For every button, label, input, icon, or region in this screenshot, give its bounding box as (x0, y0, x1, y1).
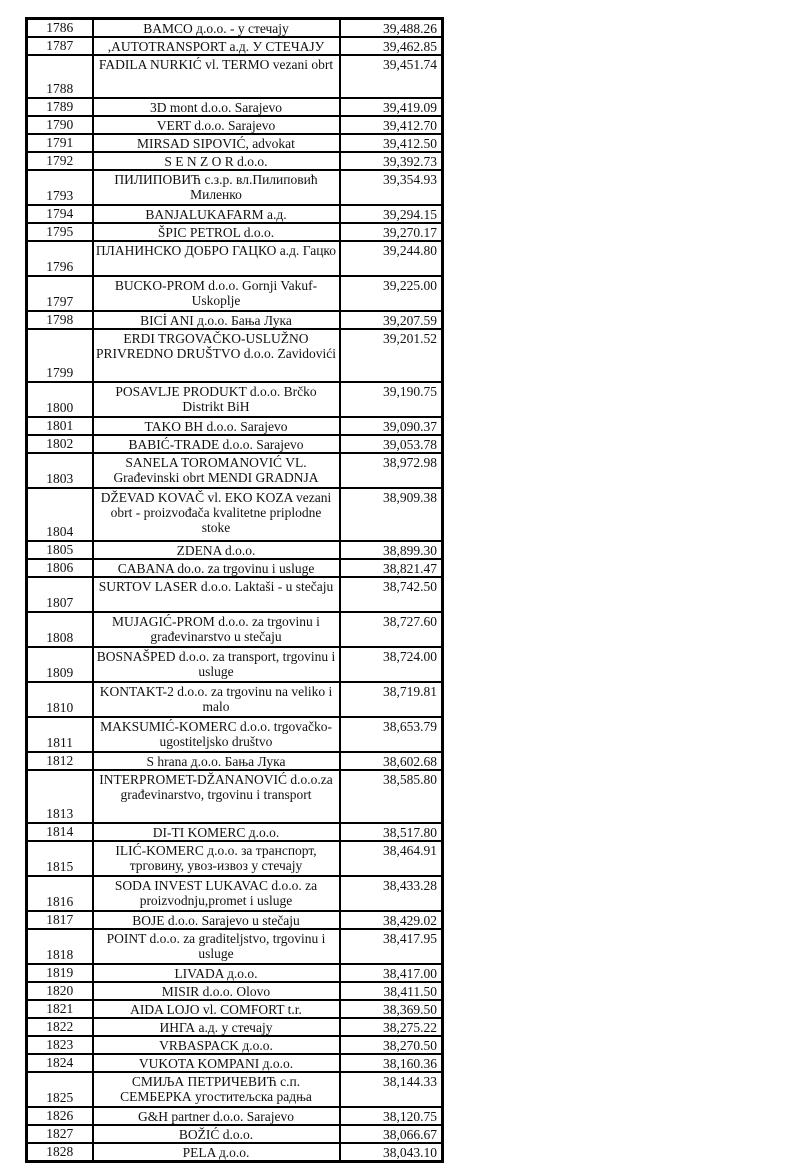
row-number-cell: 1820 (27, 982, 93, 1000)
amount-cell: 38,270.50 (340, 1036, 443, 1054)
table-row (27, 929, 443, 964)
row-number-cell: 1808 (27, 612, 93, 647)
amount-cell: 38,411.50 (340, 982, 443, 1000)
table-row (27, 1072, 443, 1107)
amount-cell: 38,602.68 (340, 752, 443, 770)
amount-cell: 39,294.15 (340, 205, 443, 223)
amount-cell: 38,742.50 (340, 577, 443, 612)
company-name-cell: ERDI TRGOVAČKO-USLUŽNO PRIVREDNO DRUŠTVO d.o.o. Zavidovići (93, 329, 340, 382)
table-row (27, 1107, 443, 1125)
company-name-cell: BOŽIĆ d.o.o. (93, 1125, 340, 1143)
company-name-cell: CABANA do.o. za trgovinu i usluge (93, 559, 340, 577)
row-number-cell: 1801 (27, 417, 93, 435)
row-number-cell: 1825 (27, 1072, 93, 1107)
company-name-cell: SODA INVEST LUKAVAC d.o.o. za proizvodnju,promet i usluge (93, 876, 340, 911)
amount-cell: 39,090.37 (340, 417, 443, 435)
company-name-cell: POINT d.o.o. za graditeljstvo, trgovinu i usluge (93, 929, 340, 964)
company-name-cell: VERT d.o.o. Sarajevo (93, 116, 340, 134)
amount-cell: 38,275.22 (340, 1018, 443, 1036)
row-number-cell: 1796 (27, 241, 93, 276)
amount-cell: 38,909.38 (340, 488, 443, 541)
company-name-cell: ,AUTOTRANSPORT а.д. У СТЕЧАЈУ (93, 37, 340, 55)
company-name-cell: MISIR d.o.o. Olovo (93, 982, 340, 1000)
company-name-cell: BOJE d.o.o. Sarajevo u stečaju (93, 911, 340, 929)
company-name-cell: ИНГА а.д. у стечају (93, 1018, 340, 1036)
row-number-cell: 1815 (27, 841, 93, 876)
table-row (27, 1054, 443, 1072)
row-number-cell: 1811 (27, 717, 93, 752)
row-number-cell: 1803 (27, 453, 93, 488)
amount-cell: 39,053.78 (340, 435, 443, 453)
table-row (27, 876, 443, 911)
companies-amount-table (25, 17, 444, 1163)
amount-cell: 38,719.81 (340, 682, 443, 717)
table-row (27, 964, 443, 982)
row-number-cell: 1802 (27, 435, 93, 453)
row-number-cell: 1799 (27, 329, 93, 382)
amount-cell: 38,120.75 (340, 1107, 443, 1125)
table-row (27, 682, 443, 717)
company-name-cell: DI-TI KOMERC д.о.о. (93, 823, 340, 841)
table-row (27, 488, 443, 541)
table-row (27, 911, 443, 929)
table-row (27, 841, 443, 876)
table-row (27, 1036, 443, 1054)
company-name-cell: AIDA LOJO vl. COMFORT t.r. (93, 1000, 340, 1018)
table-row (27, 770, 443, 823)
row-number-cell: 1807 (27, 577, 93, 612)
row-number-cell: 1798 (27, 311, 93, 329)
company-name-cell: KONTAKT-2 d.o.o. za trgovinu na veliko i malo (93, 682, 340, 717)
amount-cell: 39,392.73 (340, 152, 443, 170)
row-number-cell: 1806 (27, 559, 93, 577)
table-row (27, 435, 443, 453)
row-number-cell: 1828 (27, 1143, 93, 1162)
amount-cell: 38,144.33 (340, 1072, 443, 1107)
row-number-cell: 1797 (27, 276, 93, 311)
amount-cell: 39,354.93 (340, 170, 443, 205)
amount-cell: 39,412.70 (340, 116, 443, 134)
amount-cell: 38,724.00 (340, 647, 443, 682)
table-row (27, 1143, 443, 1162)
company-name-cell: G&H partner d.o.o. Sarajevo (93, 1107, 340, 1125)
company-name-cell: BABIĆ-TRADE d.o.o. Sarajevo (93, 435, 340, 453)
table-row (27, 152, 443, 170)
company-name-cell: FADILA NURKIĆ vl. TERMO vezani obrt (93, 55, 340, 98)
company-name-cell: BANJALUKAFARM а.д. (93, 205, 340, 223)
table-row (27, 1000, 443, 1018)
amount-cell: 39,412.50 (340, 134, 443, 152)
company-name-cell: ŠPIC PETROL d.o.o. (93, 223, 340, 241)
amount-cell: 39,451.74 (340, 55, 443, 98)
company-name-cell: DŽEVAD KOVAČ vl. EKO KOZA vezani obrt - proizvođača kvalitetne priplodne stoke (93, 488, 340, 541)
amount-cell: 38,417.00 (340, 964, 443, 982)
amount-cell: 39,225.00 (340, 276, 443, 311)
amount-cell: 38,160.36 (340, 1054, 443, 1072)
table-row (27, 241, 443, 276)
company-name-cell: ПИЛИПОВИЋ с.з.р. вл.Пилиповић Миленко (93, 170, 340, 205)
table-row (27, 717, 443, 752)
row-number-cell: 1822 (27, 1018, 93, 1036)
row-number-cell: 1821 (27, 1000, 93, 1018)
company-name-cell: SANELA TOROMANOVIĆ VL. Građevinski obrt MENDI GRADNJA (93, 453, 340, 488)
row-number-cell: 1795 (27, 223, 93, 241)
company-name-cell: BICİ ANI д.о.о. Бања Лука (93, 311, 340, 329)
company-name-cell: MAKSUMIĆ-KOMERC d.o.o. trgovačko-ugostiteljsko društvo (93, 717, 340, 752)
company-name-cell: 3D mont d.o.o. Sarajevo (93, 98, 340, 116)
row-number-cell: 1793 (27, 170, 93, 205)
row-number-cell: 1816 (27, 876, 93, 911)
company-name-cell: INTERPROMET-DŽANANOVIĆ d.o.o.za građevinarstvo, trgovinu i transport (93, 770, 340, 823)
company-name-cell: VRBASPACK д.о.о. (93, 1036, 340, 1054)
company-name-cell: ПЛАНИНСКО ДОБРО ГАЦКО а.д. Гацко (93, 241, 340, 276)
amount-cell: 39,201.52 (340, 329, 443, 382)
table-row (27, 752, 443, 770)
row-number-cell: 1805 (27, 541, 93, 559)
row-number-cell: 1813 (27, 770, 93, 823)
company-name-cell: MUJAGIĆ-PROM d.o.o. za trgovinu i građevinarstvo u stečaju (93, 612, 340, 647)
table-row (27, 647, 443, 682)
table-row (27, 276, 443, 311)
company-name-cell: VUKOTA KOMPANI д.о.о. (93, 1054, 340, 1072)
table-row (27, 823, 443, 841)
company-name-cell: СМИЉА ПЕТРИЧЕВИЋ с.п. СЕМБЕРКА угоститељска радња (93, 1072, 340, 1107)
row-number-cell: 1786 (27, 19, 93, 38)
amount-cell: 38,517.80 (340, 823, 443, 841)
table-row (27, 982, 443, 1000)
amount-cell: 38,972.98 (340, 453, 443, 488)
table-row (27, 329, 443, 382)
row-number-cell: 1824 (27, 1054, 93, 1072)
table-row (27, 453, 443, 488)
company-name-cell: BAMCO д.о.о. - у стечају (93, 19, 340, 38)
amount-cell: 38,066.67 (340, 1125, 443, 1143)
amount-cell: 38,899.30 (340, 541, 443, 559)
row-number-cell: 1818 (27, 929, 93, 964)
row-number-cell: 1791 (27, 134, 93, 152)
amount-cell: 38,464.91 (340, 841, 443, 876)
row-number-cell: 1826 (27, 1107, 93, 1125)
company-name-cell: POSAVLJE PRODUKT d.o.o. Brčko Distrikt BiH (93, 382, 340, 417)
company-name-cell: TAKO BH d.o.o. Sarajevo (93, 417, 340, 435)
amount-cell: 38,417.95 (340, 929, 443, 964)
amount-cell: 39,270.17 (340, 223, 443, 241)
row-number-cell: 1812 (27, 752, 93, 770)
amount-cell: 39,462.85 (340, 37, 443, 55)
table-row (27, 223, 443, 241)
amount-cell: 38,727.60 (340, 612, 443, 647)
company-name-cell: S hrana д.о.о. Бања Лука (93, 752, 340, 770)
table-row (27, 559, 443, 577)
row-number-cell: 1817 (27, 911, 93, 929)
row-number-cell: 1787 (27, 37, 93, 55)
table-row (27, 311, 443, 329)
row-number-cell: 1804 (27, 488, 93, 541)
row-number-cell: 1823 (27, 1036, 93, 1054)
row-number-cell: 1827 (27, 1125, 93, 1143)
company-name-cell: PELA д.о.о. (93, 1143, 340, 1162)
row-number-cell: 1814 (27, 823, 93, 841)
table-row (27, 116, 443, 134)
row-number-cell: 1794 (27, 205, 93, 223)
table-row (27, 37, 443, 55)
row-number-cell: 1800 (27, 382, 93, 417)
table-row (27, 134, 443, 152)
row-number-cell: 1789 (27, 98, 93, 116)
company-name-cell: MIRSAD SIPOVIĆ, advokat (93, 134, 340, 152)
amount-cell: 39,190.75 (340, 382, 443, 417)
amount-cell: 39,488.26 (340, 19, 443, 38)
table-row (27, 417, 443, 435)
table-row (27, 541, 443, 559)
amount-cell: 39,207.59 (340, 311, 443, 329)
table-row (27, 170, 443, 205)
amount-cell: 38,369.50 (340, 1000, 443, 1018)
amount-cell: 38,585.80 (340, 770, 443, 823)
amount-cell: 38,653.79 (340, 717, 443, 752)
company-name-cell: ILIĆ-KOMERC д.о.о. за транспорт, трговину, увоз-извоз у стечају (93, 841, 340, 876)
company-name-cell: ZDENA d.o.o. (93, 541, 340, 559)
table-row (27, 98, 443, 116)
table-row (27, 612, 443, 647)
table-row (27, 1125, 443, 1143)
row-number-cell: 1810 (27, 682, 93, 717)
company-name-cell: S E N Z O R d.o.o. (93, 152, 340, 170)
row-number-cell: 1792 (27, 152, 93, 170)
amount-cell: 38,043.10 (340, 1143, 443, 1162)
amount-cell: 38,821.47 (340, 559, 443, 577)
amount-cell: 39,244.80 (340, 241, 443, 276)
table-row (27, 1018, 443, 1036)
amount-cell: 39,419.09 (340, 98, 443, 116)
table-row (27, 577, 443, 612)
company-name-cell: LIVADA д.о.о. (93, 964, 340, 982)
company-name-cell: BUCKO-PROM d.o.o. Gornji Vakuf-Uskoplje (93, 276, 340, 311)
amount-cell: 38,433.28 (340, 876, 443, 911)
row-number-cell: 1819 (27, 964, 93, 982)
table-row (27, 55, 443, 98)
row-number-cell: 1809 (27, 647, 93, 682)
row-number-cell: 1790 (27, 116, 93, 134)
row-number-cell: 1788 (27, 55, 93, 98)
table-row (27, 19, 443, 38)
table-row (27, 205, 443, 223)
company-name-cell: SURTOV LASER d.o.o. Laktaši - u stečaju (93, 577, 340, 612)
amount-cell: 38,429.02 (340, 911, 443, 929)
company-name-cell: BOSNAŠPED d.o.o. za transport, trgovinu i usluge (93, 647, 340, 682)
table-row (27, 382, 443, 417)
